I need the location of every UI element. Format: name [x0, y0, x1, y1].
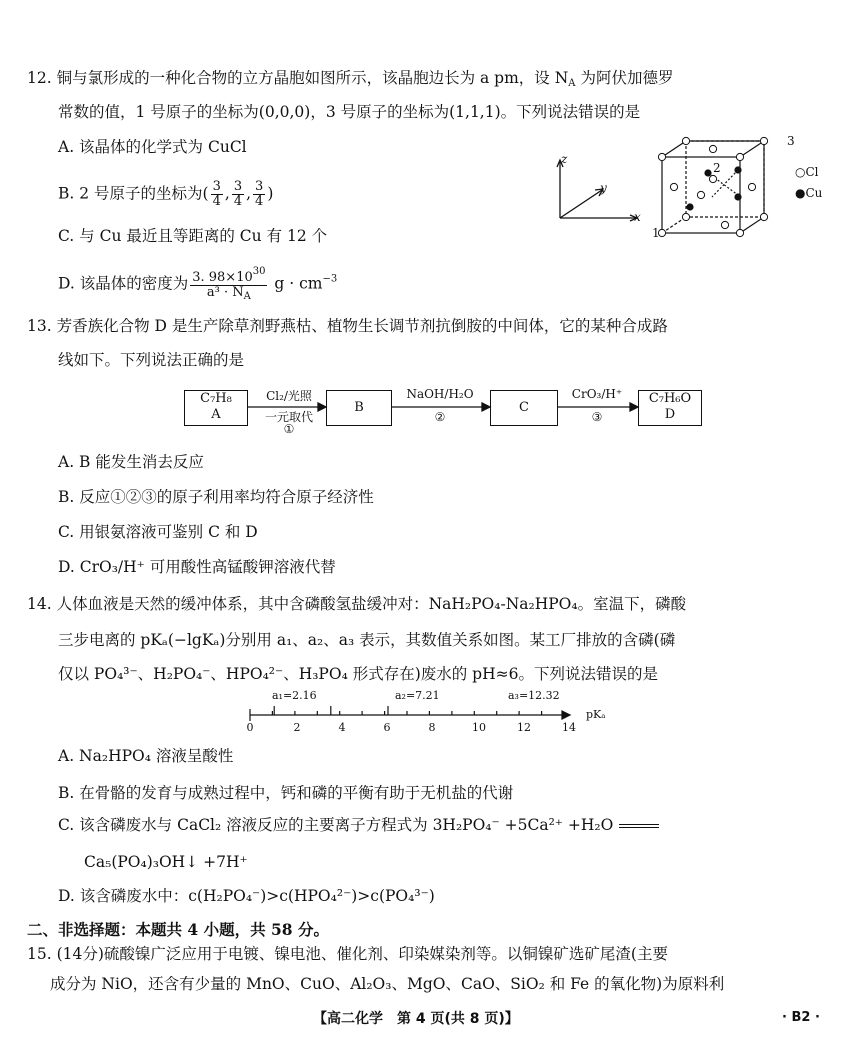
unit-cell-diagram	[650, 135, 800, 240]
tick-12: 12	[517, 721, 531, 734]
q13-option-b: B. 反应①②③的原子利用率均符合原子经济性	[58, 488, 374, 506]
q13-option-d: D. CrO₃/H⁺ 可用酸性高锰酸钾溶液代替	[58, 558, 336, 576]
q13-stem-line1: 13. 芳香族化合物 D 是生产除草剂野燕枯、植物生长调节剂抗倒胺的中间体，它的某种合成路	[27, 317, 668, 335]
step1-reagent: Cl₂/光照	[266, 389, 312, 403]
label-a3: a₃=12.32	[508, 689, 560, 702]
label-a2: a₂=7.21	[395, 689, 440, 702]
axis-unit-pka: pKₐ	[586, 708, 606, 721]
legend-cu: ●Cu	[795, 186, 823, 200]
q12-option-b: B. 2 号原子的坐标为( $\frac{3}{4}$ , $\frac{3}{4}$ , $\frac{3}{4}$ )	[58, 179, 274, 209]
atom-2-label: 2	[713, 161, 721, 175]
compound-a-box: C₇H₈ A	[184, 390, 248, 426]
filled-circle-icon: ●	[795, 186, 806, 200]
q15-stem-line2: 成分为 NiO，还含有少量的 MnO、CuO、Al₂O₃、MgO、CaO、SiO₂ 和 Fe 的氧化物)为原料利	[50, 975, 725, 993]
step2-number: ②	[434, 410, 446, 424]
step3-reagent: CrO₃/H⁺	[571, 387, 623, 401]
q13-stem-line2: 线如下。下列说法正确的是	[58, 351, 245, 369]
q12-option-d: D. 该晶体的密度为 $\frac{3. 98\times 10^{30}}{a^3 \cdot N_A}$ $g \cdot cm^{-3}$	[58, 266, 338, 302]
q12-option-a: A. 该晶体的化学式为 CuCl	[58, 138, 247, 156]
label-a1: a₁=2.16	[272, 689, 317, 702]
step3-number: ③	[591, 410, 603, 424]
axis-z-label: z	[561, 152, 568, 166]
tick-4: 4	[338, 721, 346, 734]
q14-option-c-line2: Ca₅(PO₄)₃OH↓ +7H⁺	[84, 853, 248, 871]
q14-stem-line3: 仅以 PO₄³⁻、H₂PO₄⁻、HPO₄²⁻、H₃PO₄ 形式存在)废水的 pH≈6。下列说法错误的是	[58, 665, 658, 683]
tick-14: 14	[562, 721, 576, 734]
q12-option-c: C. 与 Cu 最近且等距离的 Cu 有 12 个	[58, 227, 328, 245]
reaction-equals-sign	[619, 824, 659, 828]
axis-x-label: x	[634, 210, 641, 224]
flow-arrows	[246, 400, 716, 414]
q14-option-a: A. Na₂HPO₄ 溶液呈酸性	[58, 747, 234, 765]
axis-y-label: y	[600, 181, 607, 195]
tick-8: 8	[428, 721, 436, 734]
step1-number: ①	[283, 422, 295, 436]
compound-d-box: C₇H₆O D	[638, 390, 702, 426]
q13-option-a: A. B 能发生消去反应	[58, 453, 204, 471]
q14-stem-line2: 三步电离的 pKₐ(−lgKₐ)分别用 a₁、a₂、a₃ 表示，其数值关系如图。某工厂排放的含磷(磷	[58, 631, 676, 649]
q14-stem-line1: 14. 人体血液是天然的缓冲体系，其中含磷酸氢盐缓冲对：NaH₂PO₄-Na₂HPO₄。室温下，磷酸	[27, 595, 687, 613]
tick-6: 6	[383, 721, 391, 734]
section-heading: 二、非选择题：本题共 4 小题，共 58 分。	[27, 920, 329, 939]
q12-stem-line1: 12. 铜与氯形成的一种化合物的立方晶胞如图所示，该晶胞边长为 a pm，设 $N_A$ 为阿伏加德罗	[27, 69, 674, 89]
tick-2: 2	[293, 721, 301, 734]
q15-stem-line1: 15. (14分)硫酸镍广泛应用于电镀、镍电池、催化剂、印染媒染剂等。以铜镍矿选矿尾渣(主要	[27, 945, 668, 963]
atom-3-label: 3	[787, 134, 795, 148]
page-code: · B2 ·	[782, 1010, 820, 1025]
compound-c-box: C	[490, 390, 558, 426]
q12-stem-line2: 常数的值，1 号原子的坐标为(0,0,0)，3 号原子的坐标为(1,1,1)。下列说法错误的是	[58, 103, 641, 121]
q14-option-d: D. 该含磷废水中：c(H₂PO₄⁻)>c(HPO₄²⁻)>c(PO₄³⁻)	[58, 887, 435, 905]
tick-0: 0	[246, 721, 254, 734]
page-footer: 【高二化学 第 4 页(共 8 页)】	[313, 1011, 519, 1027]
compound-b-box: B	[326, 390, 392, 426]
q13-option-c: C. 用银氨溶液可鉴别 C 和 D	[58, 523, 258, 541]
open-circle-icon: ○	[795, 165, 806, 179]
q14-option-b: B. 在骨骼的发育与成熟过程中，钙和磷的平衡有助于无机盐的代谢	[58, 784, 514, 802]
legend-cl: ○Cl	[795, 165, 819, 179]
step1-condition: 一元取代	[264, 410, 313, 424]
step2-reagent: NaOH/H₂O	[406, 387, 474, 401]
atom-1-label: 1	[652, 226, 660, 240]
q14-option-c-line1: C. 该含磷废水与 CaCl₂ 溶液反应的主要离子方程式为 3H₂PO₄⁻ +5Ca²⁺ +H₂O	[58, 815, 659, 835]
tick-10: 10	[472, 721, 486, 734]
